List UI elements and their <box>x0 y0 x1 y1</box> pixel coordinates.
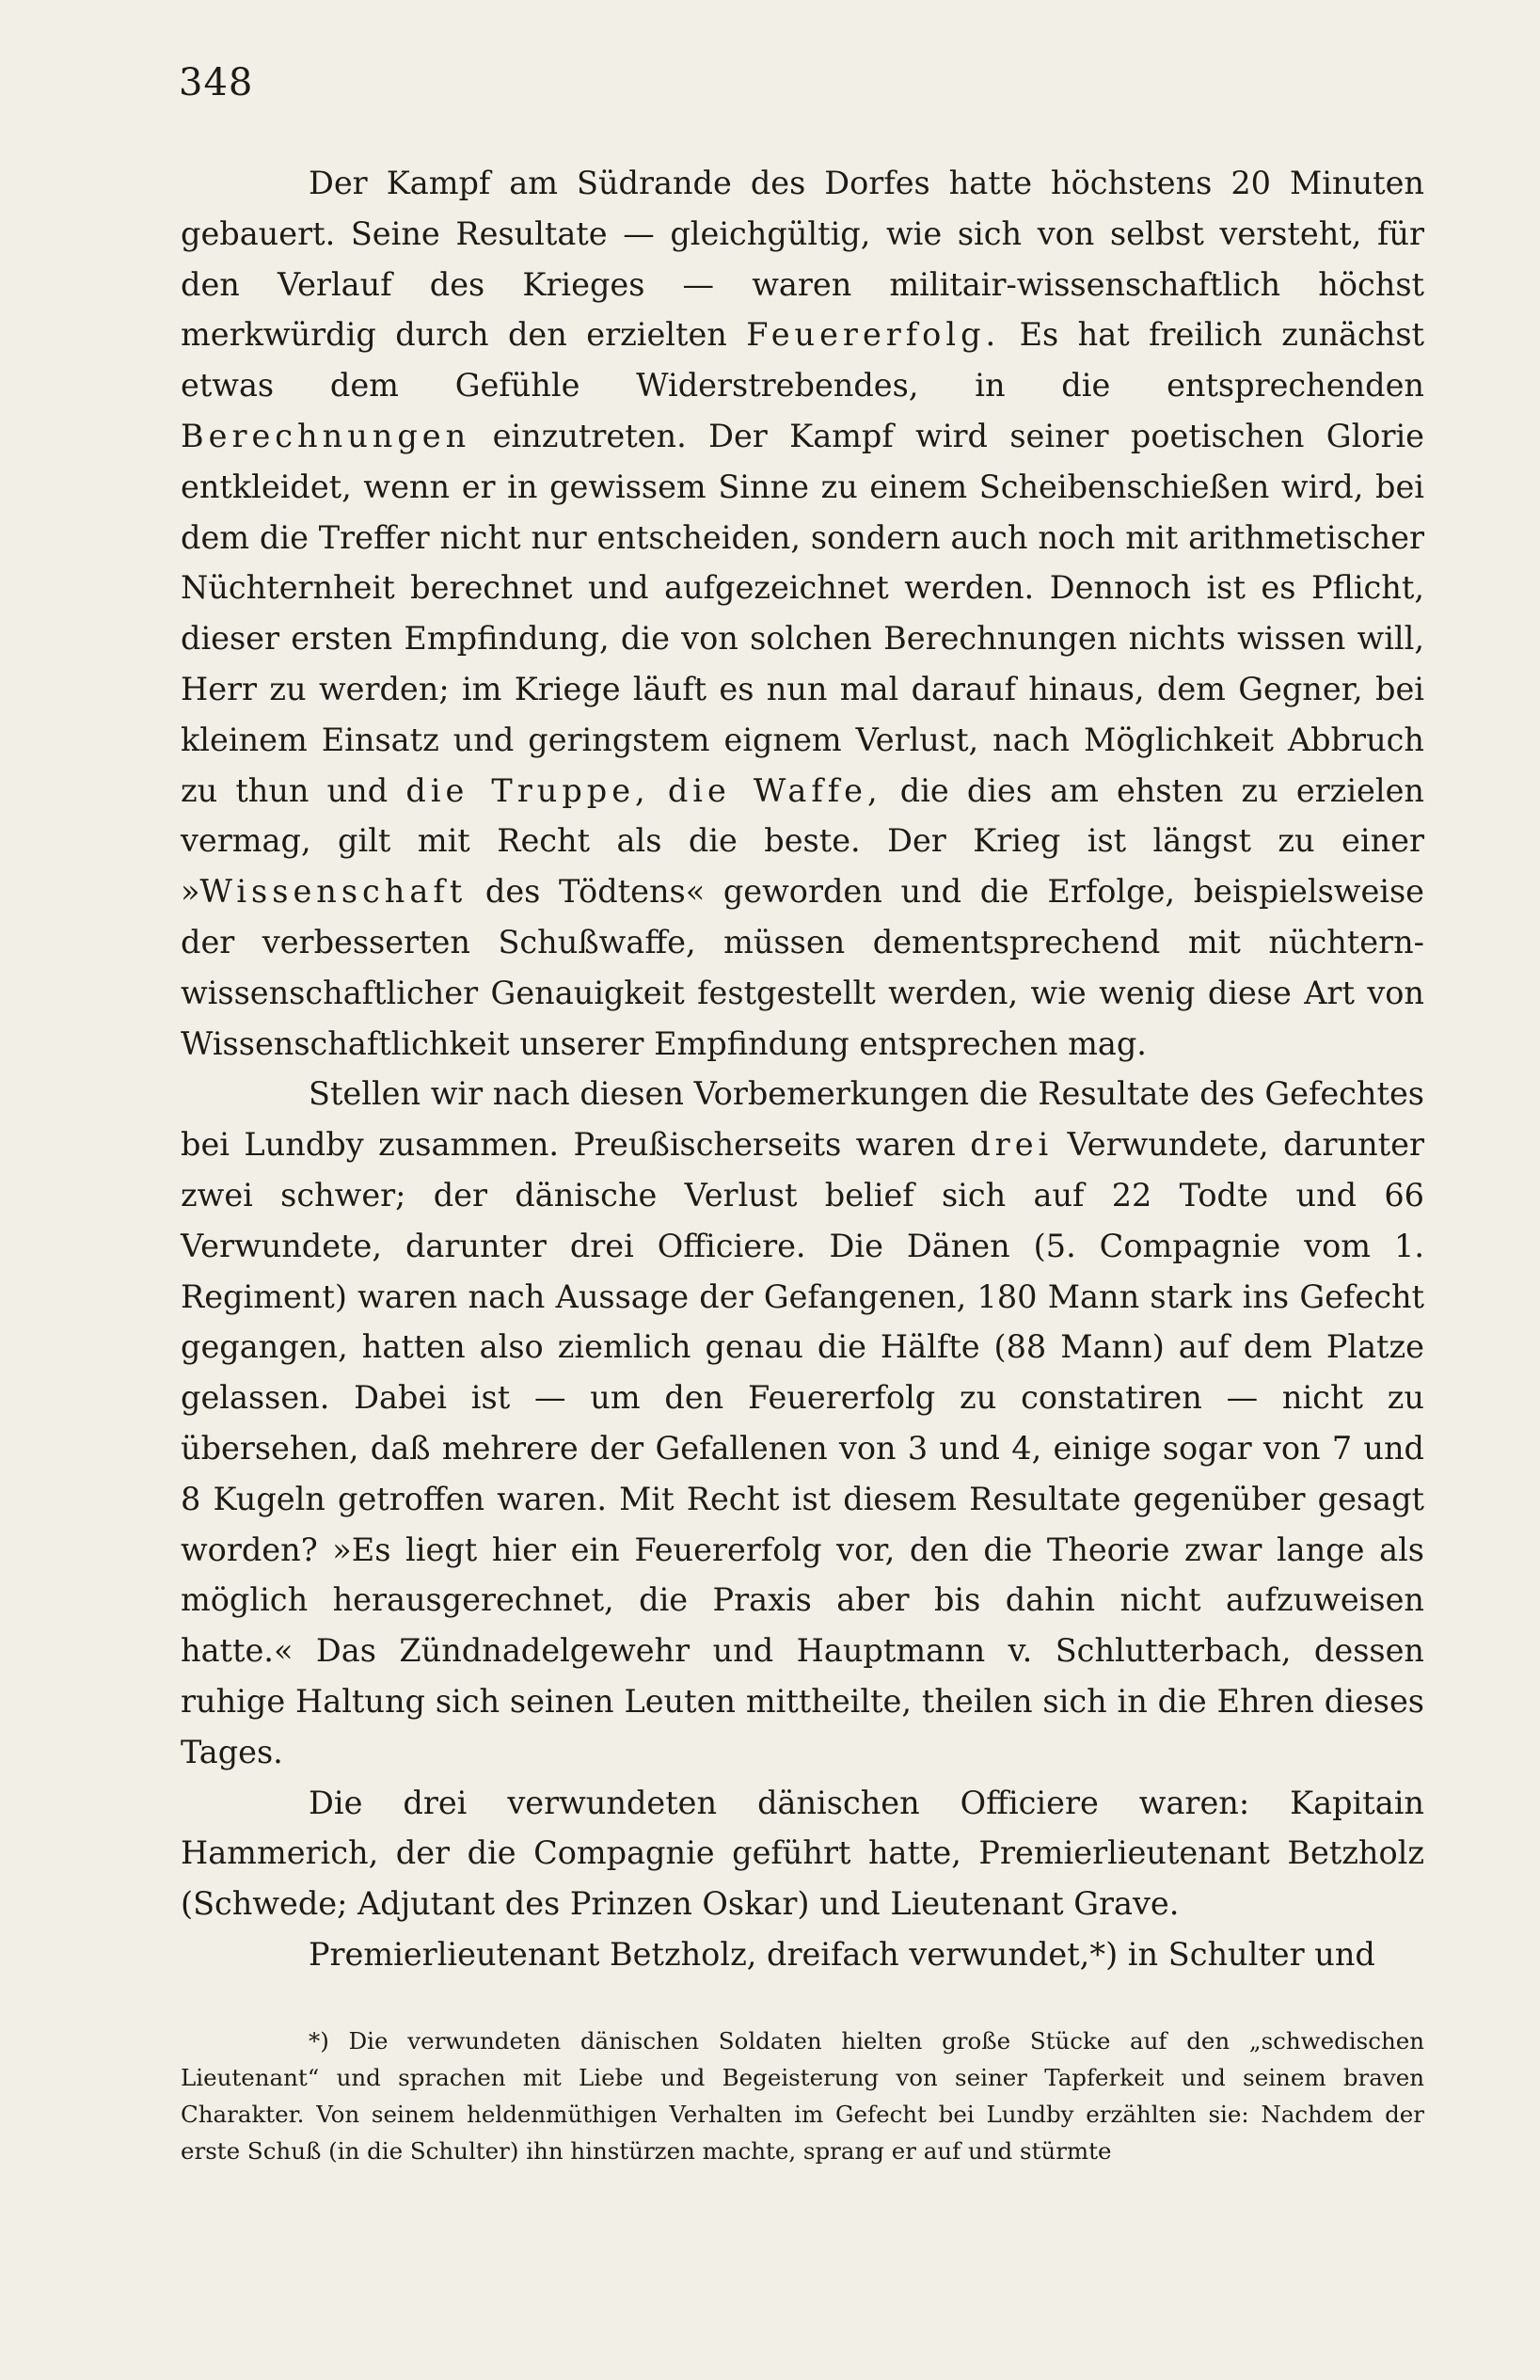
text-run: Der Kampf am Südrande des Dorfes hatte höchstens 20 Minuten gebauert. Seine Resultate — gleichgültig, wie sich von selbst versteht, für den Verlauf des Krieges — waren militair-wissenschaftlich höchst merkwürdig durch den erzielten <box>181 165 1424 354</box>
page-number: 348 <box>179 61 254 104</box>
emphasis-text: die Waffe, <box>667 771 882 809</box>
emphasis-text: die Truppe, <box>405 771 650 809</box>
text-run: Verwundete, darunter zwei schwer; der dänische Verlust belief sich auf 22 Todte und 66 Verwundete, darunter drei Officiere. Die Dänen (5. Compagnie vom 1. Regiment) waren nach Aussage der Gefangenen, 180 Mann stark ins Gefecht gegangen, hatten also ziemlich genau die Hälfte (88 Mann) auf dem Platze gelassen. Dabei ist — um den Feuererfolg zu constatiren — nicht zu übersehen, daß mehrere der Gefallenen von 3 und 4, einige sogar von 7 und 8 Kugeln getroffen waren. Mit Recht ist diesem Resultate gegenüber gesagt worden? »Es liegt hier ein Feuererfolg vor, den die Theorie zwar lange als möglich herausgerechnet, die Praxis aber bis dahin nicht aufzuweisen hatte.« Das Zündnadelgewehr und Hauptmann v. Schlutterbach, dessen ruhige Haltung sich seinen Leuten mittheilte, theilen sich in die Ehren dieses Tages. <box>181 1126 1424 1770</box>
paragraph <box>181 158 1424 1069</box>
text-run: des Tödtens« geworden und die Erfolge, beispielsweise der verbesserten Schußwaffe, müssen dementsprechend mit nüchtern-wissenschaftlicher Genauigkeit festgestellt werden, wie wenig diese Art von Wissenschaftlichkeit unserer Empfindung entsprechen mag. <box>181 873 1424 1062</box>
text-run: Premierlieutenant Betzholz, dreifach verwundet,*) in Schulter und <box>309 1935 1375 1973</box>
paragraph <box>181 1069 1424 1777</box>
text-run <box>650 772 668 809</box>
text-run: die dies am ehsten zu erzielen vermag, gilt mit Recht als die beste. Der Krieg ist längst zu einer » <box>181 771 1424 911</box>
text-run: Es hat freilich zunächst etwas dem Gefühle Widerstrebendes, in die entsprechenden <box>181 316 1424 405</box>
text-run: einzutreten. Der Kampf wird seiner poetischen Glorie entkleidet, wenn er in gewissem Sinne zu einem Scheibenschießen wird, bei dem die Treffer nicht nur entscheiden, sondern auch noch mit arithmetischer Nüchternheit berechnet und aufgezeichnet werden. Dennoch ist es Pflicht, dieser ersten Empfindung, die von solchen Berechnungen nichts wissen will, Herr zu werden; im Kriege läuft es nun mal darauf hinaus, dem Gegner, bei kleinem Einsatz und geringstem eignem Verlust, nach Möglichkeit Abbruch zu thun und <box>181 417 1424 809</box>
text-run: Stellen wir nach diesen Vorbemerkungen die Resultate des Gefechtes bei Lundby zusammen. Preußischerseits waren <box>181 1075 1424 1164</box>
emphasis-text: Wissenschaft <box>199 873 468 911</box>
paragraph <box>181 1778 1424 1929</box>
paragraph <box>181 1929 1424 1980</box>
text-run: Die drei verwundeten dänischen Officiere waren: Kapitain Hammerich, der die Compagnie geführt hatte, Premierlieutenant Betzholz (Schwede; Adjutant des Prinzen Oskar) und Lieutenant Grave. <box>181 1784 1424 1923</box>
emphasis-text: Feuererfolg. <box>746 316 1001 354</box>
emphasis-text: drei <box>970 1126 1054 1164</box>
footnotes <box>181 2023 1424 2169</box>
footnote: *) Die verwundeten dänischen Soldaten hielten große Stücke auf den „schwedischen Lieutenant“ und sprachen mit Liebe und Begeisterung von seiner Tapferkeit und seinem braven Charakter. Von seinem heldenmüthigen Verhalten im Gefecht bei Lundby erzählten sie: Nachdem der erste Schuß (in die Schulter) ihn hinstürzen machte, sprang er auf und stürmte <box>181 2027 1424 2165</box>
emphasis-text: Berechnungen <box>181 417 471 454</box>
main-text <box>181 158 1424 1980</box>
